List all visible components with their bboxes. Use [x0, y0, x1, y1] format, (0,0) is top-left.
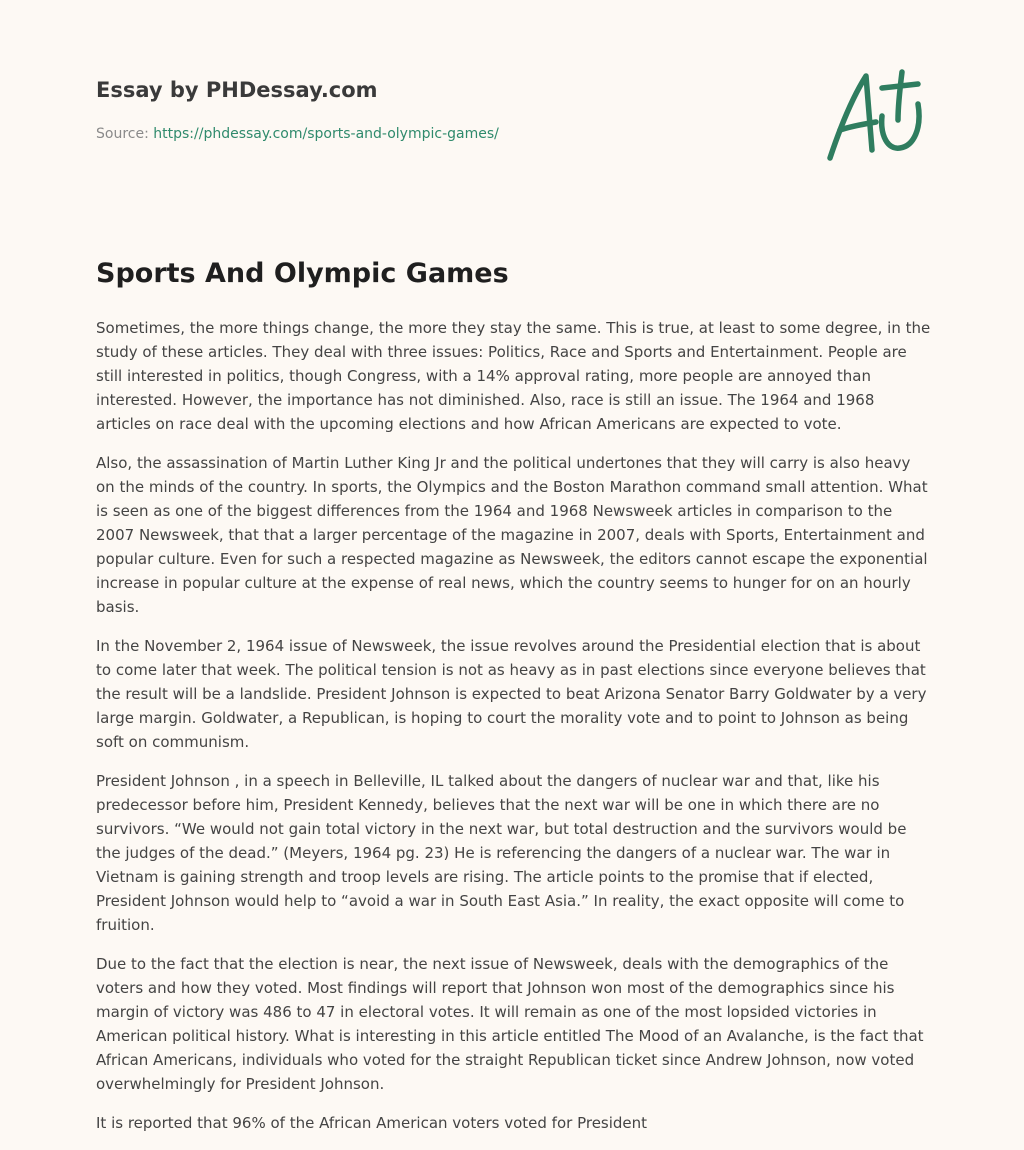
brand-title: Essay by PHDessay.com — [96, 78, 378, 102]
essay-title: Sports And Olympic Games — [96, 258, 509, 289]
essay-paragraph: In the November 2, 1964 issue of Newsweek, the issue revolves around the Presidential election that is about to come later that week. The political tension is not as heavy as in past elections since everyone believes that the result will be a landslide. President Johnson is expected to beat Arizona Senator Barry Goldwater by a very large margin. Goldwater, a Republican, is hoping to court the morality vote and to point to Johnson as being soft on communism. — [96, 637, 927, 751]
essay-paragraph: Due to the fact that the election is near, the next issue of Newsweek, deals with the demographics of the voters and how they voted. Most findings will report that Johnson won most of the demographics since his margin of victory was 486 to 47 in electoral votes. It will remain as one of the most lopsided victories in American political history. What is interesting in this article entitled The Mood of an Avalanche, is the fact that African Americans, individuals who voted for the straight Republican ticket since Andrew Johnson, now voted overwhelmingly for President Johnson. — [96, 955, 924, 1093]
source-line — [96, 124, 796, 144]
essay-paragraph: Sometimes, the more things change, the more they stay the same. This is true, at least to some degree, in the study of these articles. They deal with three issues: Politics, Race and Sports and Entertainment. People are still interested in politics, though Congress, with a 14% approval rating, more people are annoyed than interested. However, the importance has not diminished. Also, race is still an issue. The 1964 and 1968 articles on race deal with the upcoming elections and how African Americans are expected to vote. — [96, 319, 931, 433]
essay-paragraph: President Johnson , in a speech in Belleville, IL talked about the dangers of nuclear war and that, like his predecessor before him, President Kennedy, believes that the next war will be one in which there are no survivors. “We would not gain total victory in the next war, but total destruction and the survivors would be the judges of the dead.” (Meyers, 1964 pg. 23) He is referencing the dangers of a nuclear war. The war in Vietnam is gaining strength and troop levels are rising. The article points to the promise that if elected, President Johnson would help to “avoid a war in South East Asia.” In reality, the exact opposite will come to fruition. — [96, 772, 907, 934]
essay-paragraph: Also, the assassination of Martin Luther King Jr and the political undertones that they will carry is also heavy on the minds of the country. In sports, the Olympics and the Boston Marathon command small attention. What is seen as one of the biggest differences from the 1964 and 1968 Newsweek articles in comparison to the 2007 Newsweek, that that a larger percentage of the magazine in 2007, deals with Sports, Entertainment and popular culture. Even for such a respected magazine as Newsweek, the editors cannot escape the exponential increase in popular culture at the expense of real news, which the country seems to hunger for on an hourly basis. — [96, 454, 928, 616]
essay-paragraph: It is reported that 96% of the African American voters voted for President — [96, 1114, 648, 1132]
essay-header — [96, 76, 796, 144]
source-label: Source: — [96, 126, 149, 142]
essay-body — [96, 316, 932, 1150]
a-plus-logo-icon — [818, 66, 930, 166]
source-link[interactable]: https://phdessay.com/sports-and-olympic-games/ — [153, 126, 499, 142]
